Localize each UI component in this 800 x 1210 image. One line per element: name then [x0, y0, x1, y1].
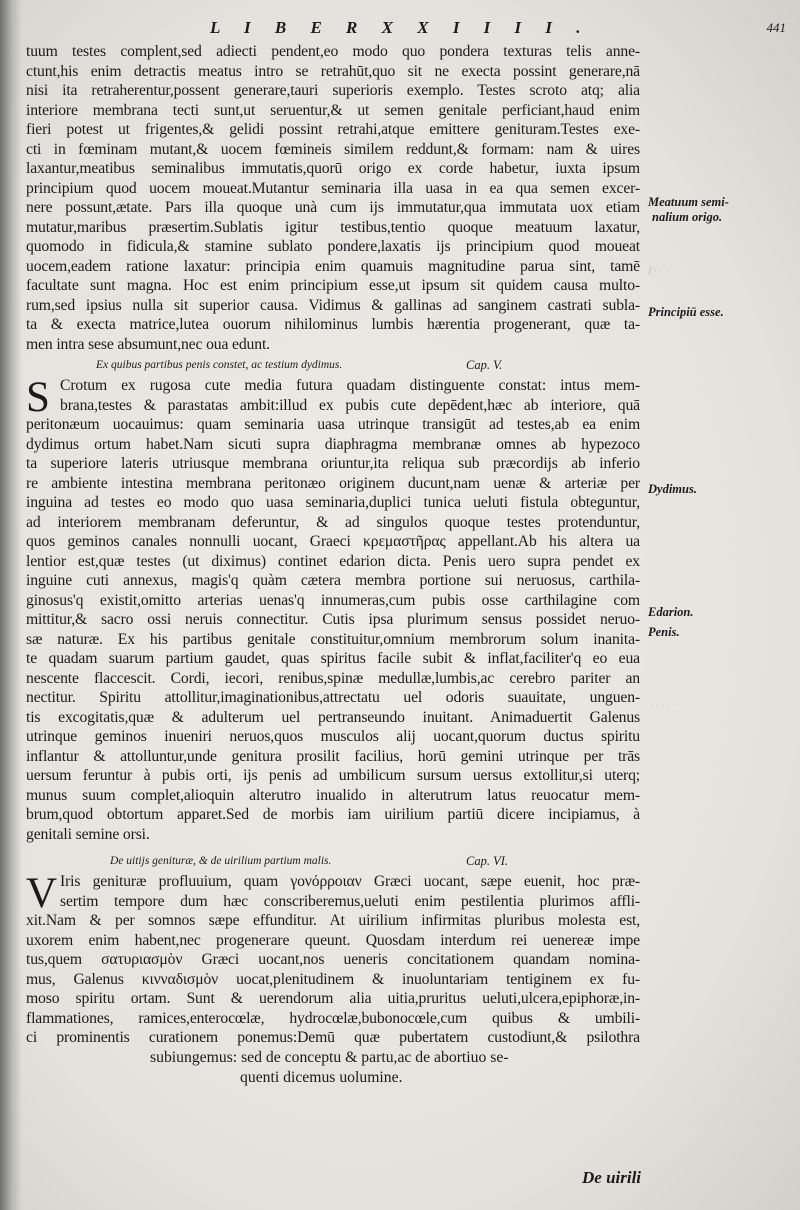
margin-note-penis: Penis. — [648, 625, 680, 639]
catchword: De uirili — [582, 1168, 642, 1187]
text-line: mus, Galenus κινναδισμὸν uocat,plenitudinem & inuoluntariam tentiginem ex fu- — [26, 970, 640, 988]
text-line-tapered: subiungemus: sed de conceptu & partu,ac de abortiuo se- — [150, 1048, 509, 1066]
bleed-through-text: Ӏ'· · · — [648, 265, 668, 277]
text-line: quomodo in fidicula,& stamine sublato pondere,laxatis ijs principium quod moueat — [26, 238, 640, 255]
text-line: mittitur,& sacro ossi neruis connectitur. Cutis ipsa plurimum sensus possidet neruo- — [26, 611, 640, 628]
text-line: ad interiorem membranam deferuntur, & ad singulos quoque testes protenduntur, — [26, 513, 640, 531]
chapter-6-title: De uitijs genituræ, & de uirilium partium malis. — [110, 855, 332, 867]
text-line: te quadam suarum partium gaudet, quas spiritus facile subit & inflat,faciliter'q eo eua — [26, 650, 640, 667]
text-line: dydimus ortum habet.Nam sicuti supra diaphragma membranæ omnes ab hypezoco — [26, 435, 640, 453]
text-line: quos geminos canales nonnulli uocant, Graeci κρεμαστῆρας appellant.Ab his altera ua — [26, 533, 640, 550]
text-line: munus suum complet,alioquin alterutro inualido in alterutrum latus reuocatur mem- — [26, 786, 640, 804]
text-line: facultate sunt magna. Hoc est enim principium esse,ut ipsum sit quidem causa multo- — [26, 277, 640, 294]
text-line: nere possunt,ætate. Pars illa quoque unà cum ijs immutatur,qua immutata uox etiam — [26, 199, 640, 216]
text-line: tuum testes complent,sed adiecti pendent,eo modo quo pondera texturas telis anne- — [26, 43, 640, 60]
running-head-title: L I B E R X X I I I I . — [210, 18, 591, 37]
text-line: nescente flaccescit. Cordi, iecori, renibus,spinæ medullæ,lumbis,ac cerebro pariter an — [26, 669, 640, 687]
chapter-6-heading — [26, 850, 640, 872]
text-line: ta & execta matrice,lutea ouorum nihilominus lumbis hærentia progenerant, quæ ta- — [26, 316, 640, 333]
text-line: lentior est,quæ testes (ut diximus) continet edarion dicta. Penis uero supra pendet ex — [26, 552, 640, 570]
text-line: ctunt,his enim detractis meatus intro se retrahūt,quo sit ne execta possint generare,nā — [26, 62, 640, 80]
text-line: genitali semine orsi. — [26, 825, 150, 843]
gutter-shadow — [0, 0, 22, 1210]
text-line: cti in fœminam mutant,& uocem fœmineis similem reddunt,& formam: nam & uires — [26, 140, 640, 158]
text-line: re ambiente intestina membrana peritonæo originem ducunt,nam uenæ & arteriæ per — [26, 474, 640, 492]
margin-note-principium: Principiū esse. — [648, 305, 724, 319]
text-line: laxantur,meatibus seminalibus immutatis,quorū origo ex corde habetur, iuxta ipsum — [26, 160, 640, 177]
text-line: rum,sed ipsius nulla sit superior causa. Vidimus & gallinas ad sanginem castrati subla- — [26, 296, 640, 314]
chapter-6-number: Cap. VI. — [466, 854, 509, 868]
text-line: inflantur & attolluntur,unde genitura prosilit facilius, horū gemini utrinque per trās — [26, 747, 640, 765]
text-line: uersum feruntur à pubis orti, ijs penis ad umbilicum sursum uersus extollitur,si uterq; — [26, 767, 640, 784]
text-line: tus,quem σατυριασμὸν Græci uocant,nos ueneris concitationem quandam nomina- — [26, 951, 640, 968]
chapter-5-number: Cap. V. — [466, 358, 503, 372]
text-line: inguine cuti annexus, magis'q quàm cætera membra portione sui neruosus, carthila- — [26, 572, 640, 589]
text-line: nisi ita retraherentur,possent generare,tauri superioris exemplo. Testes scroto atq; alia — [26, 82, 640, 99]
chapter-6-body — [26, 872, 640, 1088]
margin-note-edarion: Edarion. — [648, 605, 694, 619]
text-line-tapered: quenti dicemus uolumine. — [240, 1068, 403, 1086]
text-line: men intra sese absumunt,nec oua edunt. — [26, 335, 270, 353]
text-line: utrinque geminos inueniri neruos,quos musculos alij uocant,quorum ductus spiritu — [26, 728, 640, 745]
text-line: brum,quod obtortum apparet.Sed de morbis iam uirilium partiū dicere incipiamus, à — [26, 806, 640, 823]
text-line: flammationes, ramices,enterocœlæ, hydrocœlæ,bubonocœle,cum quibus & umbili- — [26, 1009, 640, 1027]
chapter-5-heading — [26, 354, 640, 376]
text-line: nectitur. Spiritu attollitur,imaginationibus,attrectatu uel odoris suauitate, unguen- — [26, 689, 640, 706]
chapter-5-title: Ex quibus partibus penis constet, ac testium dydimus. — [96, 359, 343, 371]
text-line: Iris genituræ profluuium, quam γονόρροιαν Græci uocant, sæpe euenit, hoc præ- — [60, 873, 640, 890]
text-line: mutatur,maribus præsertim.Sublatis igitur testibus,tentio quoque meatuum laxatur, — [26, 218, 640, 236]
text-line: tis excogitatis,quæ & adulterum uel pertranseundo inuitant. Animaduertit Galenus — [26, 708, 640, 726]
text-line: ginosus'q existit,omitto arterias uenas'q innumeras,cum pubis osse carthilagine com — [26, 591, 640, 609]
main-text-column — [26, 42, 640, 1088]
text-line: principium quod uocem moueat.Mutantur seminaria illa uasa in ea qua semen excer- — [26, 179, 640, 197]
margin-note-meatuum: Meatuum semi- nalium origo. — [648, 195, 729, 224]
chapter-6-dropcap: V — [26, 870, 58, 917]
folio-number: 441 — [766, 20, 786, 35]
text-line: sæ naturæ. Ex his partibus genitale constituitur,omnium membrorum solum inanita- — [26, 630, 640, 648]
bleed-through-text: · · · · · — [650, 700, 675, 712]
text-line: sertim tempore dum hæc conscriberemus,ueluti enim pestilentia plurimos affli- — [60, 892, 640, 910]
text-line: xit.Nam & per somnos sæpe effunditur. At uirilium infirmitas pluribus molesta est, — [26, 912, 640, 929]
text-line: ci prominentis curationem ponemus:Demū quæ pubertatem custodiunt,& psilothra — [26, 1029, 640, 1046]
chapter-5-body — [26, 376, 640, 844]
text-line: uocem,eadem ratione laxatur: principia enim quamuis magnitudine parua sint, tamē — [26, 257, 640, 275]
text-line: fieri potest ut frigentes,& gelidi possint retrahi,atque emittere genituram.Testes exe- — [26, 121, 640, 138]
text-line: brana,testes & parastatas ambit:illud ex pubis cute depēdent,hæc ab interiore, quā — [60, 396, 640, 414]
margin-note-dydimus: Dydimus. — [648, 482, 697, 496]
text-line: inguina ad testes eo modo quo uasa seminaria,duplici tunica ueluti fistula obteguntur, — [26, 494, 640, 511]
running-head — [0, 18, 800, 42]
chapter-5-dropcap: S — [26, 374, 50, 421]
text-line: ta superiore lateris utriusque membrana oriuntur,ita reliqua sub præcordijs ab inferio — [26, 455, 640, 472]
text-line: peritonæum uocauimus: quam seminaria uasa utrinque transigūt ad testes,ab ea enim — [26, 416, 640, 433]
text-line: uxorem enim habent,nec progenerare queunt. Quosdam interdum rei uenereæ impe — [26, 931, 640, 949]
text-line: interiore membrana tecti sunt,ut seruentur,& ut semen genitale perficiant,haud enim — [26, 101, 640, 119]
text-line: Crotum ex rugosa cute media futura quadam distinguente constat: intus mem- — [60, 377, 640, 394]
text-line: moso spiritu ortam. Sunt & uerendorum alia uitia,pruritus ueluti,ulcera,epiphoræ,in- — [26, 990, 640, 1007]
